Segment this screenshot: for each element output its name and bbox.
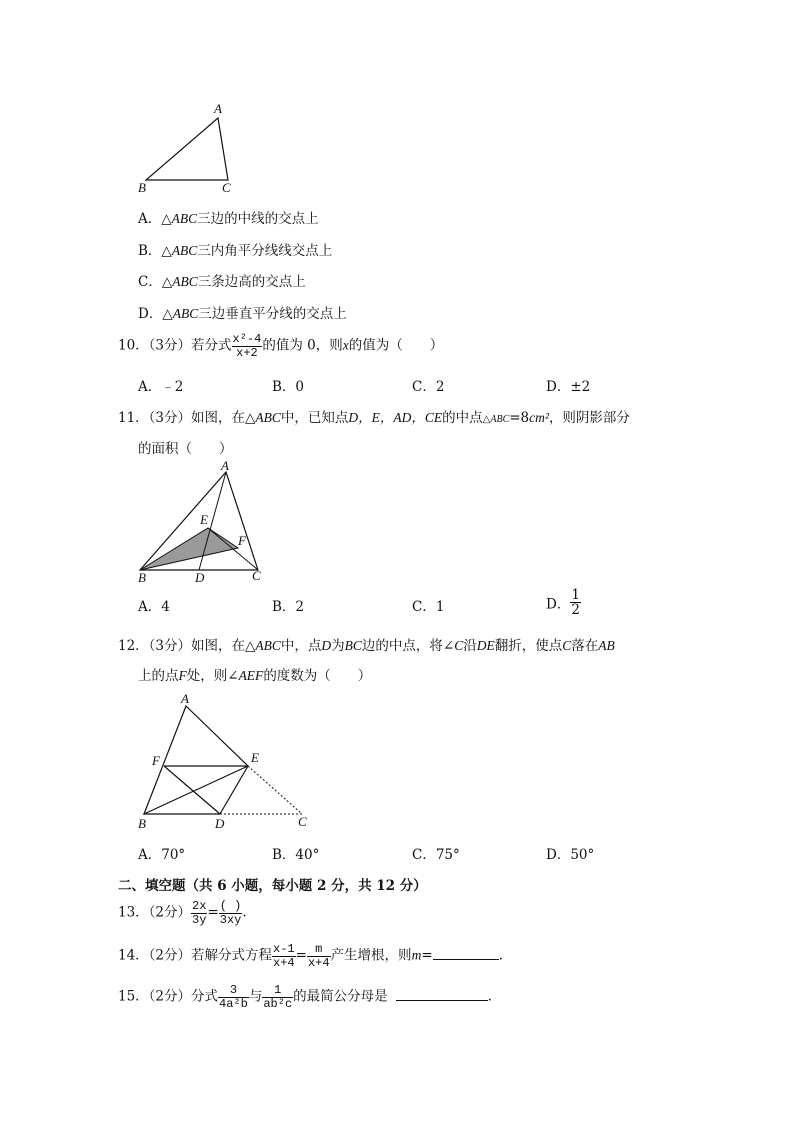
q11-shaded-region: [140, 528, 238, 570]
q11-label-a: A: [221, 458, 229, 473]
q9-label-c: C: [222, 180, 231, 195]
q12-triangle-figure: [130, 690, 320, 835]
q12-label-e: E: [251, 750, 259, 765]
q12-option-d: D．50°: [546, 847, 595, 863]
q12-option-b: B．40°: [272, 847, 320, 863]
q12-option-a: A．70°: [138, 847, 186, 863]
q10-option-b: B．0: [272, 379, 305, 395]
q11-label-c: C: [252, 568, 261, 583]
q12-stem-line2: 上的点F处，则∠AEF的度数为（ ）: [138, 668, 372, 684]
q11-stem-line2: 的面积（ ）: [138, 441, 233, 457]
q10-option-d: D．±2: [546, 379, 591, 395]
q11-option-b: B．2: [272, 599, 305, 615]
q9-option-c: C．△ABC三条边高的交点上: [138, 274, 306, 290]
q10-stem: 10．（3分）若分式 $\frac{\text{x²-4}}{x+2}$ 的值为 0，则x的值为（ ）: [118, 332, 444, 360]
q9-option-b: B．△ABC三内角平分线线交点上: [138, 243, 333, 259]
q12-stem-line1: 12．（3分）如图，在△ABC中，点D为BC边的中点，将∠C沿DE翻折，使点C落在AB: [118, 638, 615, 654]
q14-answer-blank[interactable]: [433, 947, 499, 960]
q11-option-c: C．1: [412, 599, 445, 615]
q10-option-a: A．﹣2: [138, 379, 184, 395]
q12-label-f: F: [152, 753, 160, 768]
q11-option-a: A．4: [138, 599, 170, 615]
q11-label-b: B: [138, 570, 146, 585]
q12-label-c: C: [298, 814, 307, 829]
q11-label-e: E: [200, 512, 208, 527]
q9-label-b: B: [138, 180, 146, 195]
q11-label-f: F: [238, 533, 246, 548]
q10-option-c: C．2: [412, 379, 445, 395]
q14-stem: 14．（2分）若解分式方程 $\frac{x-1}{x+4}$ = $\frac{m}{x+4}$ 产生增根，则m= .: [118, 942, 503, 970]
q12-label-b: B: [138, 816, 146, 831]
section-2-heading: 二、填空题（共 6 小题，每小题 2 分，共 12 分）: [118, 878, 427, 894]
q9-label-a: A: [214, 101, 222, 116]
q11-option-d: D． $\frac{1}{2}$: [546, 587, 580, 619]
q11-triangle-figure: [130, 458, 280, 588]
q9-option-a: A．△ABC三边的中线的交点上: [138, 211, 319, 227]
q11-stem-line1: 11．（3分）如图，在△ABC中，已知点D，E，AD，CE的中点△ABC=8cm²，则阴影部分: [118, 410, 630, 426]
q15-answer-blank[interactable]: [396, 988, 488, 1001]
q15-stem: 15．（2分）分式 $\frac{3}{\text{4a²b}}$ 与 $\frac{1}{\text{ab²c}}$ 的最简公分母是 .: [118, 983, 492, 1011]
q13-stem: 13．（2分） $\frac{2x}{3y}$ = $\frac{( )}{3xy}$ .: [118, 899, 247, 927]
q12-label-a: A: [181, 691, 189, 706]
q12-label-d: D: [215, 816, 225, 831]
q9-option-d: D．△ABC三边垂直平分线的交点上: [138, 306, 347, 322]
q9-triangle-figure: [130, 100, 250, 200]
q11-label-d: D: [195, 570, 205, 585]
q12-option-c: C．75°: [412, 847, 460, 863]
